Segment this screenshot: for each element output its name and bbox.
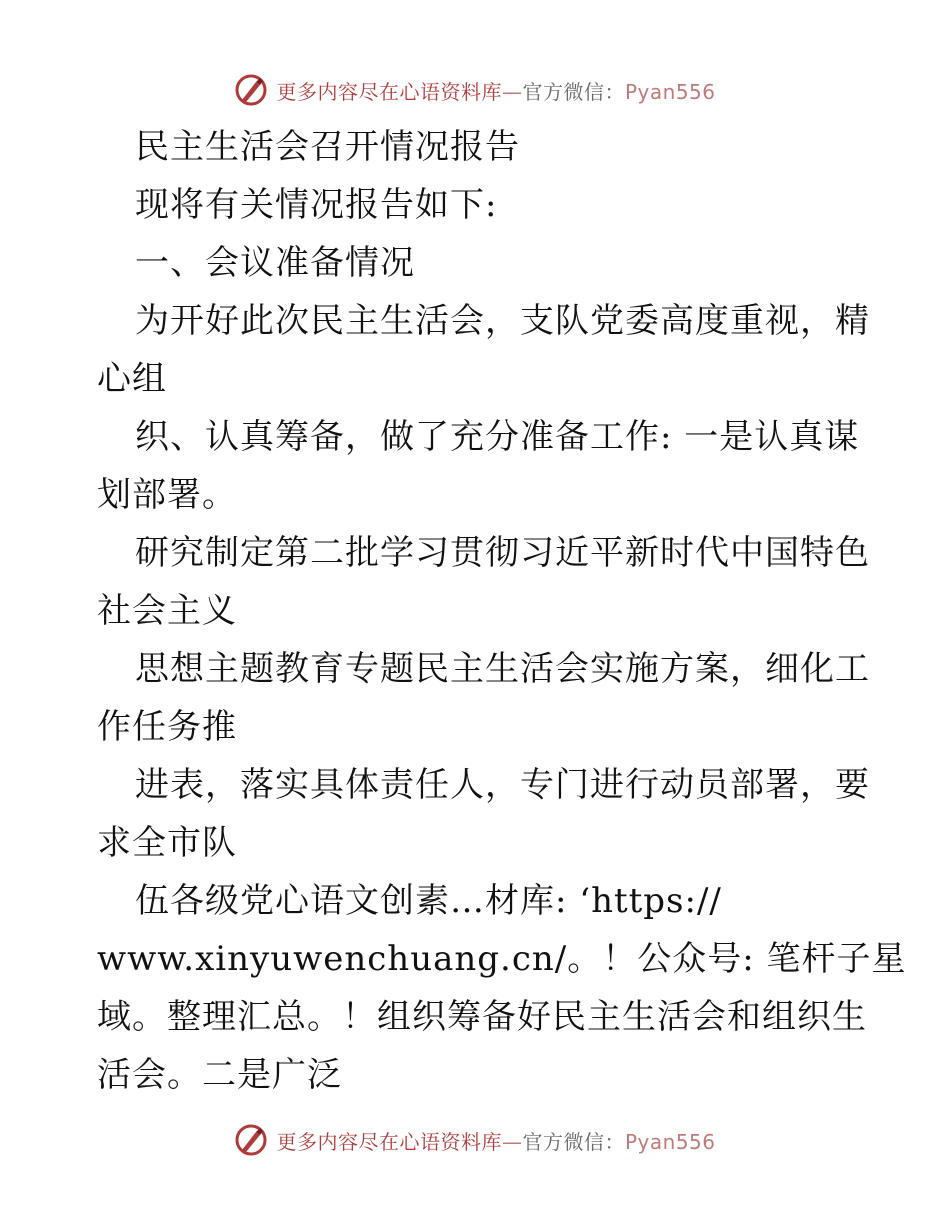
banner-text bbox=[276, 1126, 715, 1155]
text-line: 织、认真筹备，做了充分准备工作: 一是认真谋 bbox=[135, 417, 860, 457]
banner-dash: — bbox=[501, 79, 523, 104]
text-line: 求全市队 bbox=[97, 823, 237, 863]
banner-dash: — bbox=[501, 1129, 523, 1154]
banner-main-text: 更多内容尽在心语资料库 bbox=[276, 79, 502, 104]
banner-handle: Pyan556 bbox=[624, 79, 716, 104]
text-line: 伍各级党心语文创素…材库: ‘https:// bbox=[135, 881, 722, 921]
text-line: 社会主义 bbox=[97, 591, 237, 631]
text-line: 现将有关情况报告如下: bbox=[135, 185, 498, 225]
banner-main-text: 更多内容尽在心语资料库 bbox=[276, 1129, 502, 1154]
footer-banner bbox=[0, 1120, 950, 1160]
text-line: 一、会议准备情况 bbox=[135, 243, 415, 283]
pen-circle-logo-icon bbox=[234, 1123, 268, 1157]
text-line: 域。整理汇总。！组织筹备好民主生活会和组织生 bbox=[97, 997, 867, 1037]
text-line: 研究制定第二批学习贯彻习近平新时代中国特色 bbox=[135, 533, 870, 573]
text-line: 活会。二是广泛 bbox=[97, 1055, 342, 1095]
text-line: 为开好此次民主生活会，支队党委高度重视，精 bbox=[135, 301, 870, 341]
text-line: www.xinyuwenchuang.cn/。！公众号: 笔杆子星 bbox=[97, 939, 907, 979]
banner-handle: Pyan556 bbox=[624, 1129, 716, 1154]
text-line: 进表，落实具体责任人，专门进行动员部署，要 bbox=[135, 765, 870, 805]
text-line: 思想主题教育专题民主生活会实施方案，细化工 bbox=[135, 649, 870, 689]
header-banner bbox=[0, 70, 950, 110]
banner-text bbox=[276, 76, 715, 105]
text-line: 作任务推 bbox=[97, 707, 237, 747]
banner-official-label: 官方微信： bbox=[522, 1129, 625, 1154]
banner-official-label: 官方微信： bbox=[522, 79, 625, 104]
pen-circle-logo-icon bbox=[234, 73, 268, 107]
text-line: 民主生活会召开情况报告 bbox=[135, 127, 520, 167]
text-line: 心组 bbox=[97, 359, 167, 399]
text-line: 划部署。 bbox=[97, 475, 237, 515]
document-body bbox=[97, 118, 907, 1104]
